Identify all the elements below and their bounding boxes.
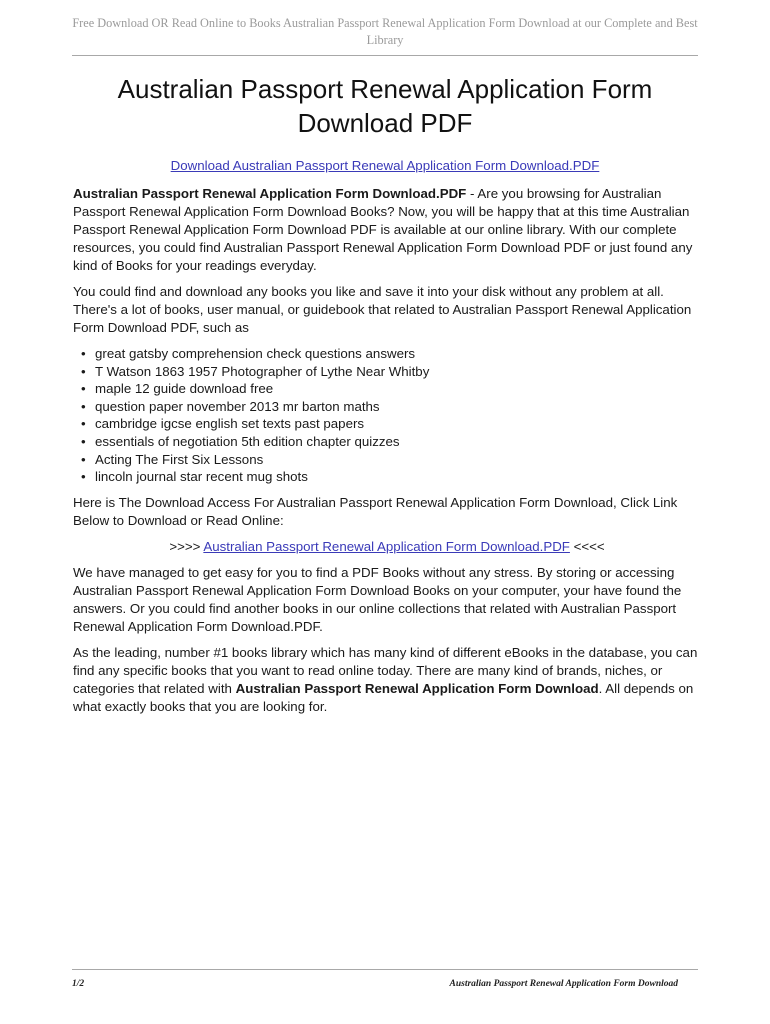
link-prefix: >>>> xyxy=(169,538,204,554)
paragraph-3: Here is The Download Access For Australian Passport Renewal Application Form Download, Click Link Below to Download or Read Online: xyxy=(73,494,678,528)
page-title xyxy=(72,72,698,140)
center-download-link[interactable]: Australian Passport Renewal Application Form Download.PDF xyxy=(203,538,570,554)
paragraph-5-bold: Australian Passport Renewal Application Form Download xyxy=(235,680,599,696)
list-item: • T Watson 1863 1957 Photographer of Lythe Near Whitby xyxy=(81,363,430,379)
footer-doc-title: Australian Passport Renewal Application Form Download xyxy=(449,979,678,989)
list-item: • essentials of negotiation 5th edition chapter quizzes xyxy=(81,433,400,449)
bullet-icon: • xyxy=(81,381,86,397)
top-download-link[interactable]: Download Australian Passport Renewal Application Form Download.PDF xyxy=(170,158,600,173)
title-line-2: Download PDF xyxy=(297,108,473,138)
center-download-link-row xyxy=(73,538,701,556)
list-item: • cambridge igcse english set texts past papers xyxy=(81,416,365,432)
bullet-icon: • xyxy=(81,416,86,432)
intro-bold-lead: Australian Passport Renewal Application Form Download.PDF xyxy=(73,186,467,201)
header-note: Free Download OR Read Online to Books Australian Passport Renewal Application Form Download at our Complete and Best Library xyxy=(72,16,698,47)
bullet-icon: • xyxy=(81,451,86,467)
paragraph-4: We have managed to get easy for you to find a PDF Books without any stress. By storing or accessing Australian Passport Renewal Application Form Download Books on your computer, your have found the answers. Or you could find another books in our online collections that related with Australian Passport Renewal Application Form Download.PDF. xyxy=(73,564,682,634)
top-download-link-container xyxy=(72,157,698,174)
bullet-icon: • xyxy=(81,346,86,361)
related-books-list xyxy=(73,345,701,486)
bullet-icon: • xyxy=(81,469,86,485)
bullet-icon: • xyxy=(81,398,86,414)
list-item: • lincoln journal star recent mug shots xyxy=(81,469,308,485)
intro-text: - Are you browsing for Australian Passport Renewal Application Form Download Books? Now, you will be happy that at this time Australian Passport Renewal Application Form Download PDF is available at our online library. With our complete resources, you could find Australian Passport Renewal Application Form Download PDF or just found any kind of Books for your readings everyday. xyxy=(73,186,693,273)
list-item: • Acting The First Six Lessons xyxy=(81,451,264,467)
footer-divider xyxy=(72,969,698,970)
title-line-1: Australian Passport Renewal Application Form xyxy=(117,74,653,104)
list-item: • great gatsby comprehension check questions answers xyxy=(81,346,416,361)
bullet-icon: • xyxy=(81,363,86,379)
bullet-icon: • xyxy=(81,433,86,449)
document-body xyxy=(73,185,701,724)
link-suffix: <<<< xyxy=(569,538,605,554)
page-number: 1/2 xyxy=(72,979,85,989)
header-divider xyxy=(72,55,698,56)
list-item: • maple 12 guide download free xyxy=(81,381,274,397)
paragraph-2: You could find and download any books you like and save it into your disk without any problem at all. There's a lot of books, user manual, or guidebook that related to Australian Passport Renewal Application Form Download PDF, such as xyxy=(73,284,692,335)
intro-paragraph xyxy=(73,185,701,275)
list-item: • question paper november 2013 mr barton maths xyxy=(81,398,380,414)
paragraph-5: As the leading, number #1 books library which has many kind of different eBooks in the database, you can find any specific books that you want to read online today. There are many kind of brands, niches, or categories that related with Australian Passport Renewal Application Form Download. All depends on what exactly books that you are looking for. xyxy=(73,644,698,714)
